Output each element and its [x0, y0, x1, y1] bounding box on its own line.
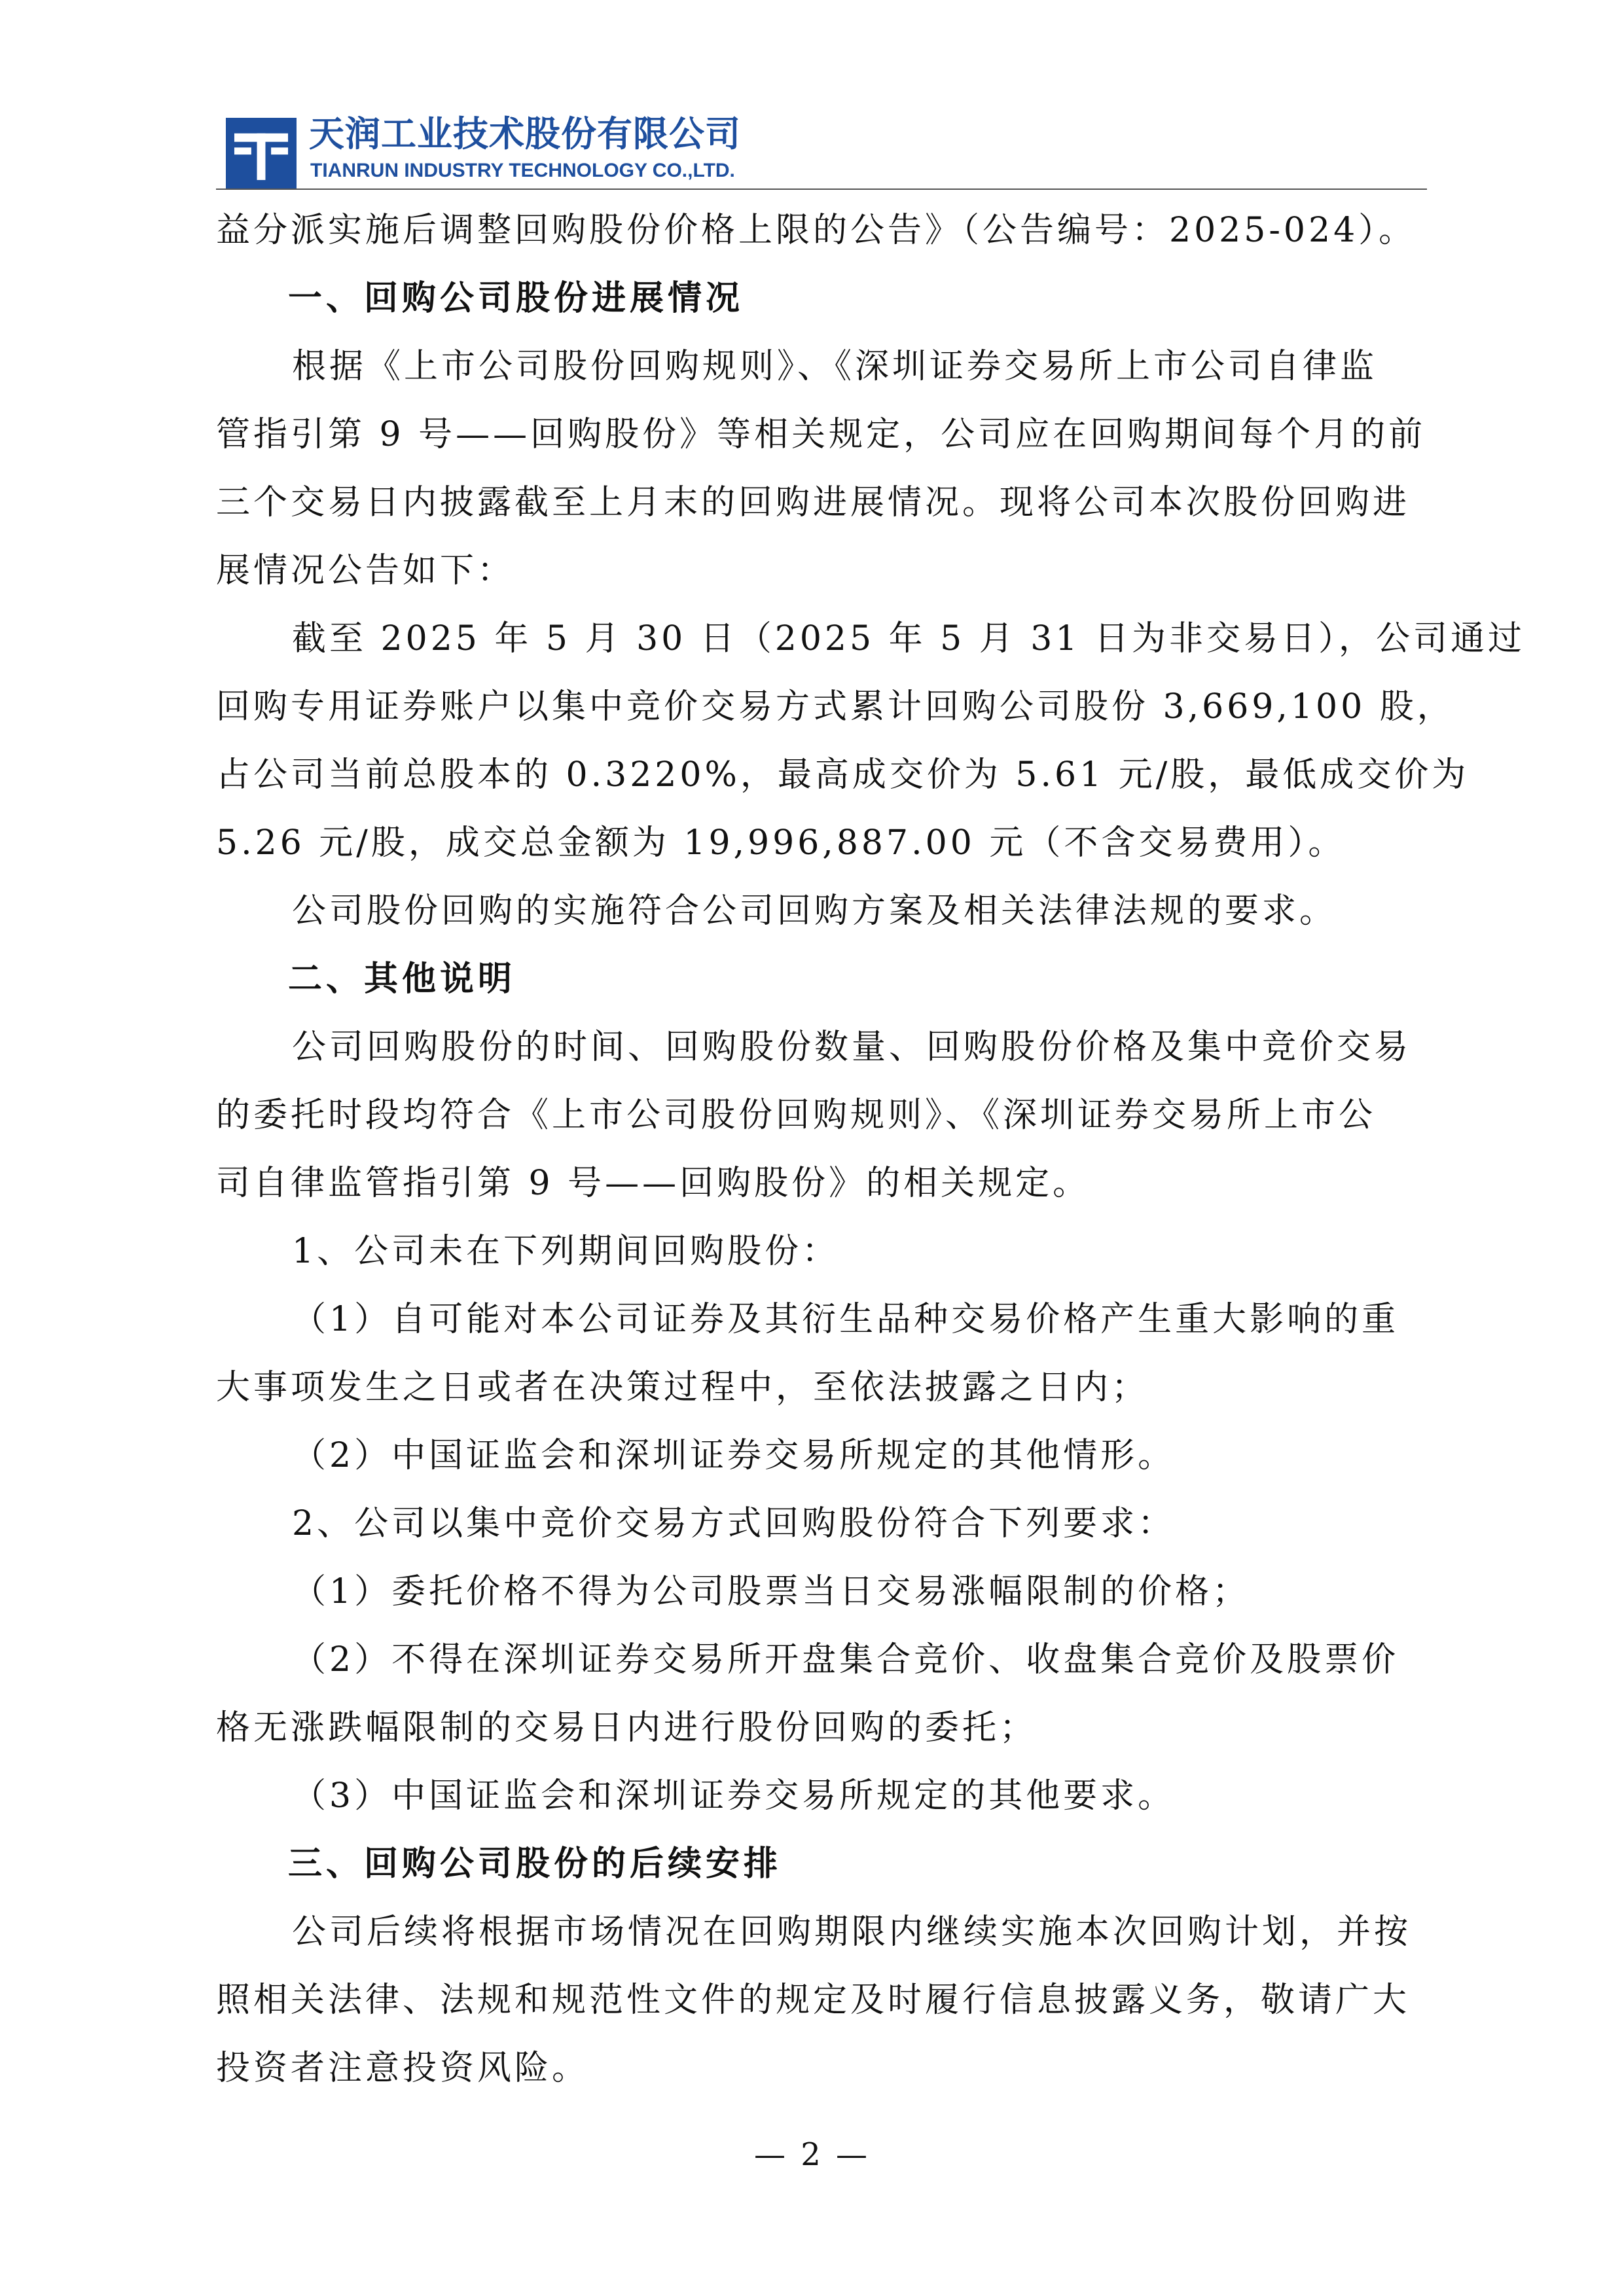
- list-item: （2）不得在深圳证券交易所开盘集合竞价、收盘集合竞价及股票价: [292, 1640, 1399, 1679]
- text-line: 公司后续将根据市场情况在回购期限内继续实施本次回购计划，并按: [292, 1912, 1412, 1952]
- section-heading: 一、回购公司股份进展情况: [288, 279, 744, 318]
- text-line: 益分派实施后调整回购股份价格上限的公告》（公告编号：2025-024）。: [216, 211, 1416, 250]
- text-line: 三个交易日内披露截至上月末的回购进展情况。现将公司本次股份回购进: [216, 483, 1411, 522]
- text-line: 格无涨跌幅限制的交易日内进行股份回购的委托；: [216, 1708, 1038, 1748]
- section-heading: 三、回购公司股份的后续安排: [288, 1844, 782, 1884]
- text-line: 照相关法律、法规和规范性文件的规定及时履行信息披露义务，敬请广大: [216, 1981, 1411, 2020]
- text-line: 大事项发生之日或者在决策过程中，至依法披露之日内；: [216, 1368, 1149, 1407]
- text-line: 管指引第 9 号——回购股份》等相关规定，公司应在回购期间每个月的前: [216, 415, 1426, 454]
- text-line: 司自律监管指引第 9 号——回购股份》的相关规定。: [216, 1164, 1091, 1203]
- section-heading: 二、其他说明: [288, 960, 516, 999]
- text-line: 根据《上市公司股份回购规则》、《深圳证券交易所上市公司自律监: [292, 347, 1378, 386]
- text-line: 占公司当前总股本的 0.3220%，最高成交价为 5.61 元/股，最低成交价为: [216, 755, 1470, 795]
- announcement-body: [216, 196, 1525, 2102]
- company-name-en: TIANRUN INDUSTRY TECHNOLOGY CO.,LTD.: [310, 160, 735, 181]
- list-item: （3）中国证监会和深圳证券交易所规定的其他要求。: [292, 1776, 1176, 1816]
- text-line: 投资者注意投资风险。: [216, 2049, 590, 2088]
- text-line: 回购专用证券账户以集中竞价交易方式累计回购公司股份 3,669,100 股，: [216, 687, 1454, 726]
- list-item: （1）自可能对本公司证券及其衍生品种交易价格产生重大影响的重: [292, 1300, 1399, 1339]
- page-number: — 2 —: [753, 2136, 871, 2173]
- text-line: 的委托时段均符合《上市公司股份回购规则》、《深圳证券交易所上市公: [216, 1096, 1377, 1135]
- list-item: （1）委托价格不得为公司股票当日交易涨幅限制的价格；: [292, 1572, 1250, 1611]
- list-item: 2、公司以集中竞价交易方式回购股份符合下列要求：: [292, 1504, 1176, 1543]
- document-header: [216, 110, 1427, 188]
- text-line: 5.26 元/股，成交总金额为 19,996,887.00 元（不含交易费用）。: [216, 823, 1346, 863]
- text-line: 公司回购股份的时间、回购股份数量、回购股份价格及集中竞价交易: [292, 1028, 1412, 1067]
- header-divider: [216, 188, 1427, 190]
- company-logo-icon: [226, 118, 297, 188]
- text-line: 公司股份回购的实施符合公司回购方案及相关法律法规的要求。: [292, 891, 1337, 931]
- text-line: 截至 2025 年 5 月 30 日（2025 年 5 月 31 日为非交易日），公司通过: [292, 619, 1525, 658]
- list-item: （2）中国证监会和深圳证券交易所规定的其他情形。: [292, 1436, 1176, 1475]
- text-line: 展情况公告如下：: [216, 551, 515, 590]
- list-item: 1、公司未在下列期间回购股份：: [292, 1232, 840, 1271]
- company-name-cn: 天润工业技术股份有限公司: [309, 113, 741, 154]
